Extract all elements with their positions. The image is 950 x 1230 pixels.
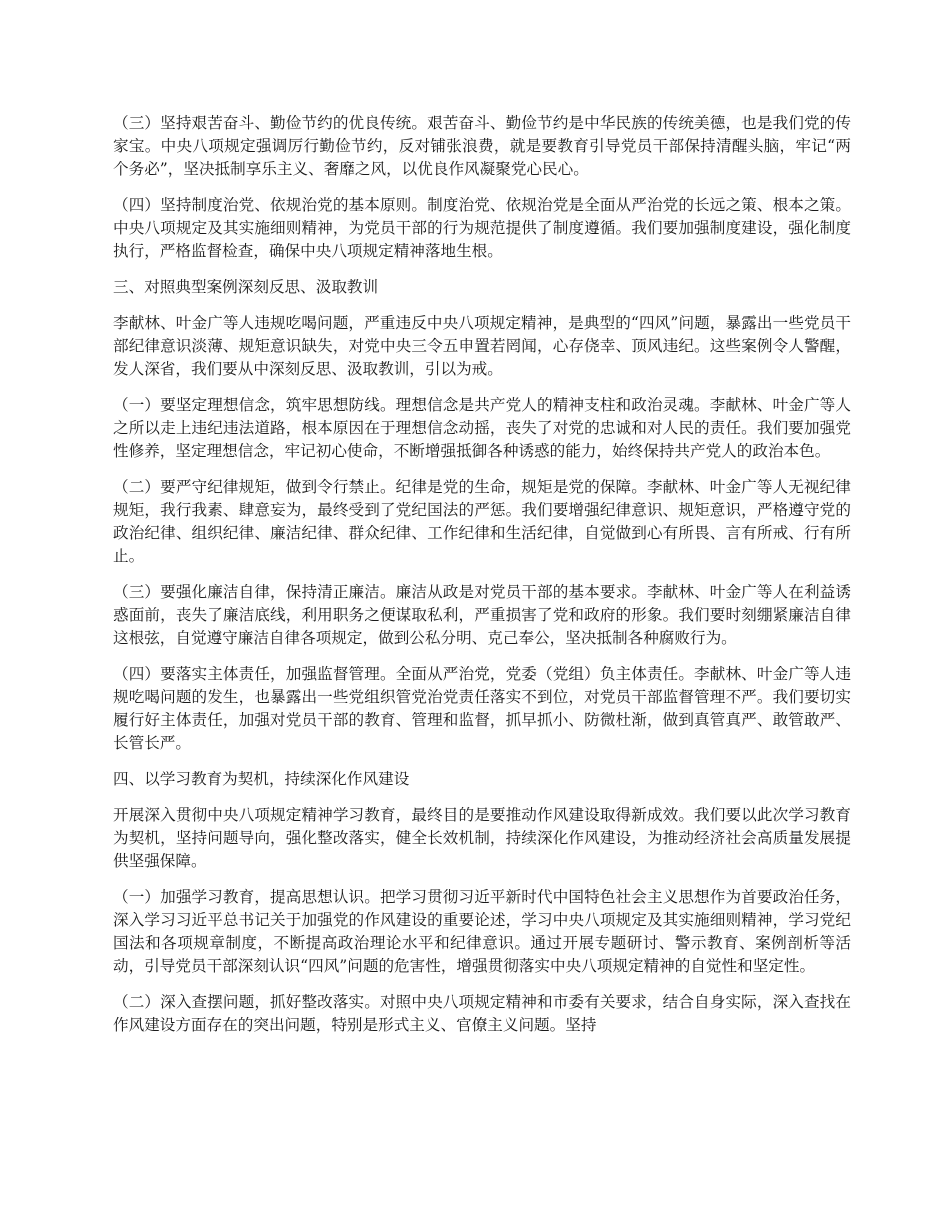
paragraph-find-problems: （二）深入查摆问题，抓好整改落实。对照中央八项规定精神和市委有关要求，结合自身实际，深入查找在作风建设方面存在的突出问题，特别是形式主义、官僚主义问题。坚持 xyxy=(113,993,851,1034)
paragraph-institutional-governance: （四）坚持制度治党、依规治党的基本原则。制度治党、依规治党是全面从严治党的长远之策、根本之策。中央八项规定及其实施细则精神，为党员干部的行为规范提供了制度遵循。我们要加强制度建设，强化制度执行，严格监督检查，确保中央八项规定精神落地生根。 xyxy=(113,196,851,260)
paragraph-adhere-hard-work: （三）坚持艰苦奋斗、勤俭节约的优良传统。艰苦奋斗、勤俭节约是中华民族的传统美德，也是我们党的传家宝。中央八项规定强调厉行勤俭节约，反对铺张浪费，就是要教育引导党员干部保持清醒头脑，牢记“两个务必”，坚决抵制享乐主义、奢靡之风，以优良作风凝聚党心民心。 xyxy=(113,114,851,178)
paragraph-discipline-rules: （二）要严守纪律规矩，做到令行禁止。纪律是党的生命，规矩是党的保障。李献林、叶金广等人无视纪律规矩，我行我素、肆意妄为，最终受到了党纪国法的严惩。我们要增强纪律意识、规矩意识，严格遵守党的政治纪律、组织纪律、廉洁纪律、群众纪律、工作纪律和生活纪律，自觉做到心有所畏、言有所戒、行有所止。 xyxy=(113,478,851,565)
paragraph-ideals-beliefs: （一）要坚定理想信念，筑牢思想防线。理想信念是共产党人的精神支柱和政治灵魂。李献林、叶金广等人之所以走上违纪违法道路，根本原因在于理想信念动摇，丧失了对党的忠诚和对人民的责任。我们要加强党性修养，坚定理想信念，牢记初心使命，不断增强抵御各种诱惑的能力，始终保持共产党人的政治本色。 xyxy=(113,396,851,460)
section-heading-4: 四、以学习教育为契机，持续深化作风建设 xyxy=(113,770,410,788)
paragraph-study-education-intro: 开展深入贯彻中央八项规定精神学习教育，最终目的是要推动作风建设取得新成效。我们要以此次学习教育为契机，坚持问题导向，强化整改落实，健全长效机制，持续深化作风建设，为推动经济社会高质量发展提供坚强保障。 xyxy=(113,806,851,870)
document-page xyxy=(113,112,851,1050)
paragraph-strengthen-learning: （一）加强学习教育，提高思想认识。把学习贯彻习近平新时代中国特色社会主义思想作为首要政治任务，深入学习习近平总书记关于加强党的作风建设的重要论述，学习中央八项规定及其实施细则精神，学习党纪国法和各项规章制度，不断提高政治理论水平和纪律意识。通过开展专题研讨、警示教育、案例剖析等活动，引导党员干部深刻认识“四风”问题的危害性，增强贯彻落实中央八项规定精神的自觉性和坚定性。 xyxy=(113,888,851,975)
paragraph-integrity-self-discipline: （三）要强化廉洁自律，保持清正廉洁。廉洁从政是对党员干部的基本要求。李献林、叶金广等人在利益诱惑面前，丧失了廉洁底线，利用职务之便谋取私利，严重损害了党和政府的形象。我们要时刻绷紧廉洁自律这根弦，自觉遵守廉洁自律各项规定，做到公私分明、克己奉公，坚决抵制各种腐败行为。 xyxy=(113,583,851,647)
paragraph-main-responsibility: （四）要落实主体责任，加强监督管理。全面从严治党，党委（党组）负主体责任。李献林、叶金广等人违规吃喝问题的发生，也暴露出一些党组织管党治党责任落实不到位，对党员干部监督管理不严。我们要切实履行好主体责任，加强对党员干部的教育、管理和监督，抓早抓小、防微杜渐，做到真管真严、敢管敢严、长管长严。 xyxy=(113,665,851,752)
section-heading-3: 三、对照典型案例深刻反思、汲取教训 xyxy=(113,278,379,296)
paragraph-case-intro: 李献林、叶金广等人违规吃喝问题，严重违反中央八项规定精神，是典型的“四风”问题，暴露出一些党员干部纪律意识淡薄、规矩意识缺失，对党中央三令五申置若罔闻，心存侥幸、顶风违纪。这些案例令人警醒，发人深省，我们要从中深刻反思、汲取教训，引以为戒。 xyxy=(113,314,851,378)
